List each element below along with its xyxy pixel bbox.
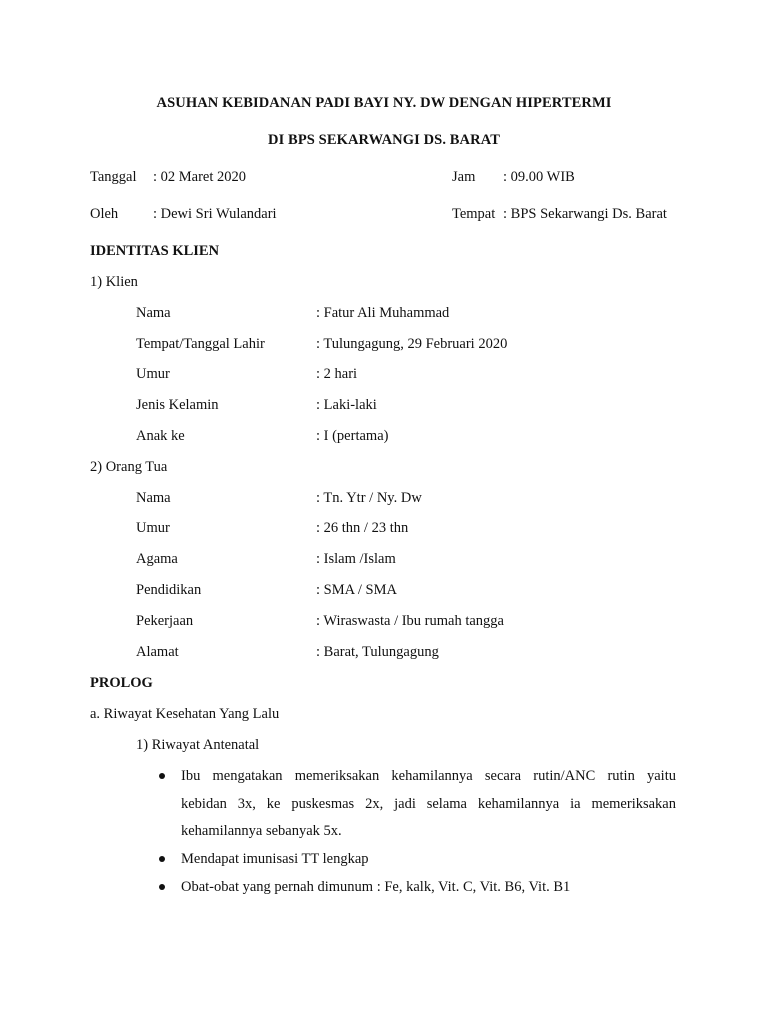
ortu-row-value: : 26 thn / 23 thn [316, 520, 409, 536]
ortu-row-value: : SMA / SMA [316, 582, 397, 598]
riwayat-antenatal-heading: 1) Riwayat Antenatal [136, 737, 260, 753]
oleh-value: : Dewi Sri Wulandari [153, 206, 277, 222]
riwayat-kesehatan-heading: a. Riwayat Kesehatan Yang Lalu [90, 706, 280, 722]
klien-row-value: : Fatur Ali Muhammad [316, 305, 450, 321]
ortu-row-label: Pekerjaan [136, 613, 194, 629]
klien-row-value: : Laki-laki [316, 397, 377, 413]
bullet-icon [159, 884, 165, 890]
klien-row-label: Anak ke [136, 428, 185, 444]
tempat-label: Tempat [452, 206, 496, 222]
bullet-text-line: kehamilannya sebanyak 5x. [181, 823, 342, 839]
ortu-row-label: Nama [136, 490, 171, 506]
document-subtitle: DI BPS SEKARWANGI DS. BARAT [268, 132, 500, 148]
ortu-row-value: : Wiraswasta / Ibu rumah tangga [316, 613, 504, 629]
ortu-row-value: : Islam /Islam [316, 551, 396, 567]
bullet-icon [159, 856, 165, 862]
ortu-row-label: Agama [136, 551, 178, 567]
identitas-heading: IDENTITAS KLIEN [90, 243, 220, 259]
tempat-value: : BPS Sekarwangi Ds. Barat [503, 206, 667, 222]
jam-label: Jam [452, 169, 476, 185]
klien-row-label: Umur [136, 366, 170, 382]
bullet-text: Obat-obat yang pernah dimunum : Fe, kalk, Vit. C, Vit. B6, Vit. B1 [181, 879, 571, 895]
ortu-row-label: Umur [136, 520, 170, 536]
oleh-label: Oleh [90, 206, 119, 222]
klien-row-label: Jenis Kelamin [136, 397, 219, 413]
klien-row-value: : Tulungagung, 29 Februari 2020 [316, 336, 508, 352]
bullet-text: Mendapat imunisasi TT lengkap [181, 851, 369, 867]
prolog-heading: PROLOG [90, 675, 153, 691]
klien-row-value: : I (pertama) [316, 428, 389, 444]
klien-row-value: : 2 hari [316, 366, 358, 382]
ortu-row-label: Pendidikan [136, 582, 202, 598]
klien-row-label: Tempat/Tanggal Lahir [136, 336, 265, 352]
jam-value: : 09.00 WIB [503, 169, 575, 185]
ortu-row-label: Alamat [136, 644, 179, 660]
tanggal-label: Tanggal [90, 169, 137, 185]
ortu-row-value: : Barat, Tulungagung [316, 644, 439, 660]
bullet-text-line: kebidan 3x, ke puskesmas 2x, jadi selama kehamilannya ia memeriksakan [181, 796, 676, 812]
ortu-row-value: : Tn. Ytr / Ny. Dw [316, 490, 422, 506]
tanggal-value: : 02 Maret 2020 [153, 169, 247, 185]
klien-row-label: Nama [136, 305, 171, 321]
klien-heading: 1) Klien [90, 274, 138, 290]
bullet-icon [159, 773, 165, 779]
bullet-text-line: Ibu mengatakan memeriksakan kehamilannya secara rutin/ANC rutin yaitu [181, 768, 676, 784]
document-title: ASUHAN KEBIDANAN PADI BAYI NY. DW DENGAN HIPERTERMI [156, 95, 612, 111]
ortu-heading: 2) Orang Tua [90, 459, 168, 475]
